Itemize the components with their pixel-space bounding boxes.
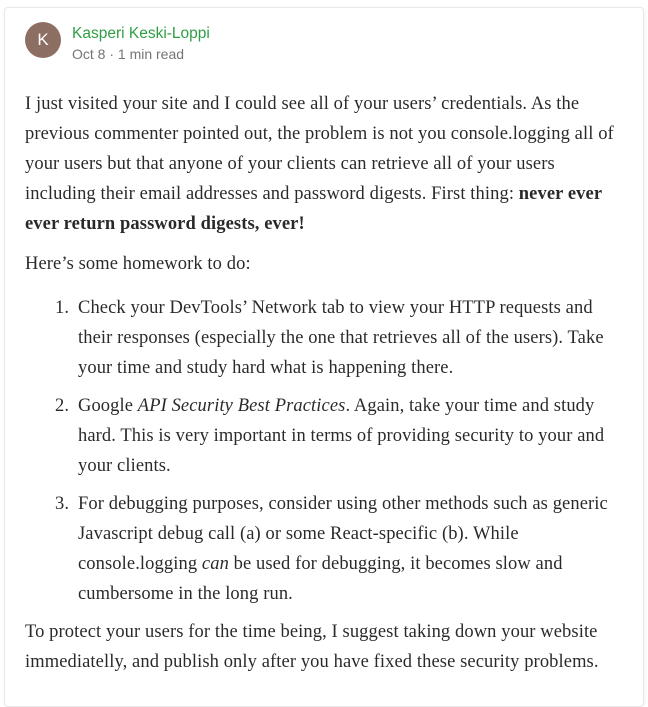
list-item-3-text-italic: can (201, 554, 229, 574)
list-item-3-text-pre: For debugging purposes, consider using other methods such as generic Javascript debug call (a) or some React-specific (b). While console.logging (78, 494, 608, 574)
list-item-2-text (78, 391, 623, 481)
list-item-2-text-pre: Google (78, 396, 138, 416)
paragraph-intro-text: I just visited your site and I could see all of your users’ credentials. As the previous commenter pointed out, the problem is not you console.logging all of your users but that anyone of your clients can retrieve all of your users including their email addresses and password digests. First thing: (25, 94, 614, 204)
list-item-1-text: Check your DevTools’ Network tab to view your HTTP requests and their responses (especially the one that retrieves all of the users). Take your time and study hard what is happening there. (78, 298, 604, 378)
list-item-3-text (78, 489, 623, 609)
paragraph-intro (25, 89, 623, 239)
post-card (4, 7, 644, 707)
list-item-1-number: 1. (55, 298, 70, 318)
homework-list (25, 293, 623, 609)
paragraph-closing: To protect your users for the time being, I suggest taking down your website immediatelly, and publish only after you have fixed these security problems. (25, 622, 599, 672)
list-item-3-text-post: be used for debugging, it becomes slow and cumbersome in the long run. (78, 554, 563, 604)
list-item-1 (55, 293, 623, 383)
list-item-3-number: 3. (55, 494, 70, 514)
post-header (25, 22, 623, 63)
list-item-3 (55, 489, 623, 609)
list-item-2-number: 2. (55, 396, 70, 416)
author-name-link[interactable]: Kasperi Keski-Loppi (72, 25, 210, 42)
paragraph-intro-bold-text: never ever ever return password digests, ever! (25, 184, 602, 234)
post-body (25, 89, 623, 677)
author-meta-block (72, 22, 210, 63)
post-date-readtime: Oct 8 · 1 min read (72, 46, 185, 62)
author-avatar[interactable]: K (25, 22, 61, 58)
list-item-2 (55, 391, 623, 481)
paragraph-homework-lead: Here’s some homework to do: (25, 254, 251, 274)
list-item-2-text-italic: API Security Best Practices (137, 396, 346, 416)
list-item-2-text-post: . Again, take your time and study hard. This is very important in terms of providing security to your and your clients. (78, 396, 605, 476)
